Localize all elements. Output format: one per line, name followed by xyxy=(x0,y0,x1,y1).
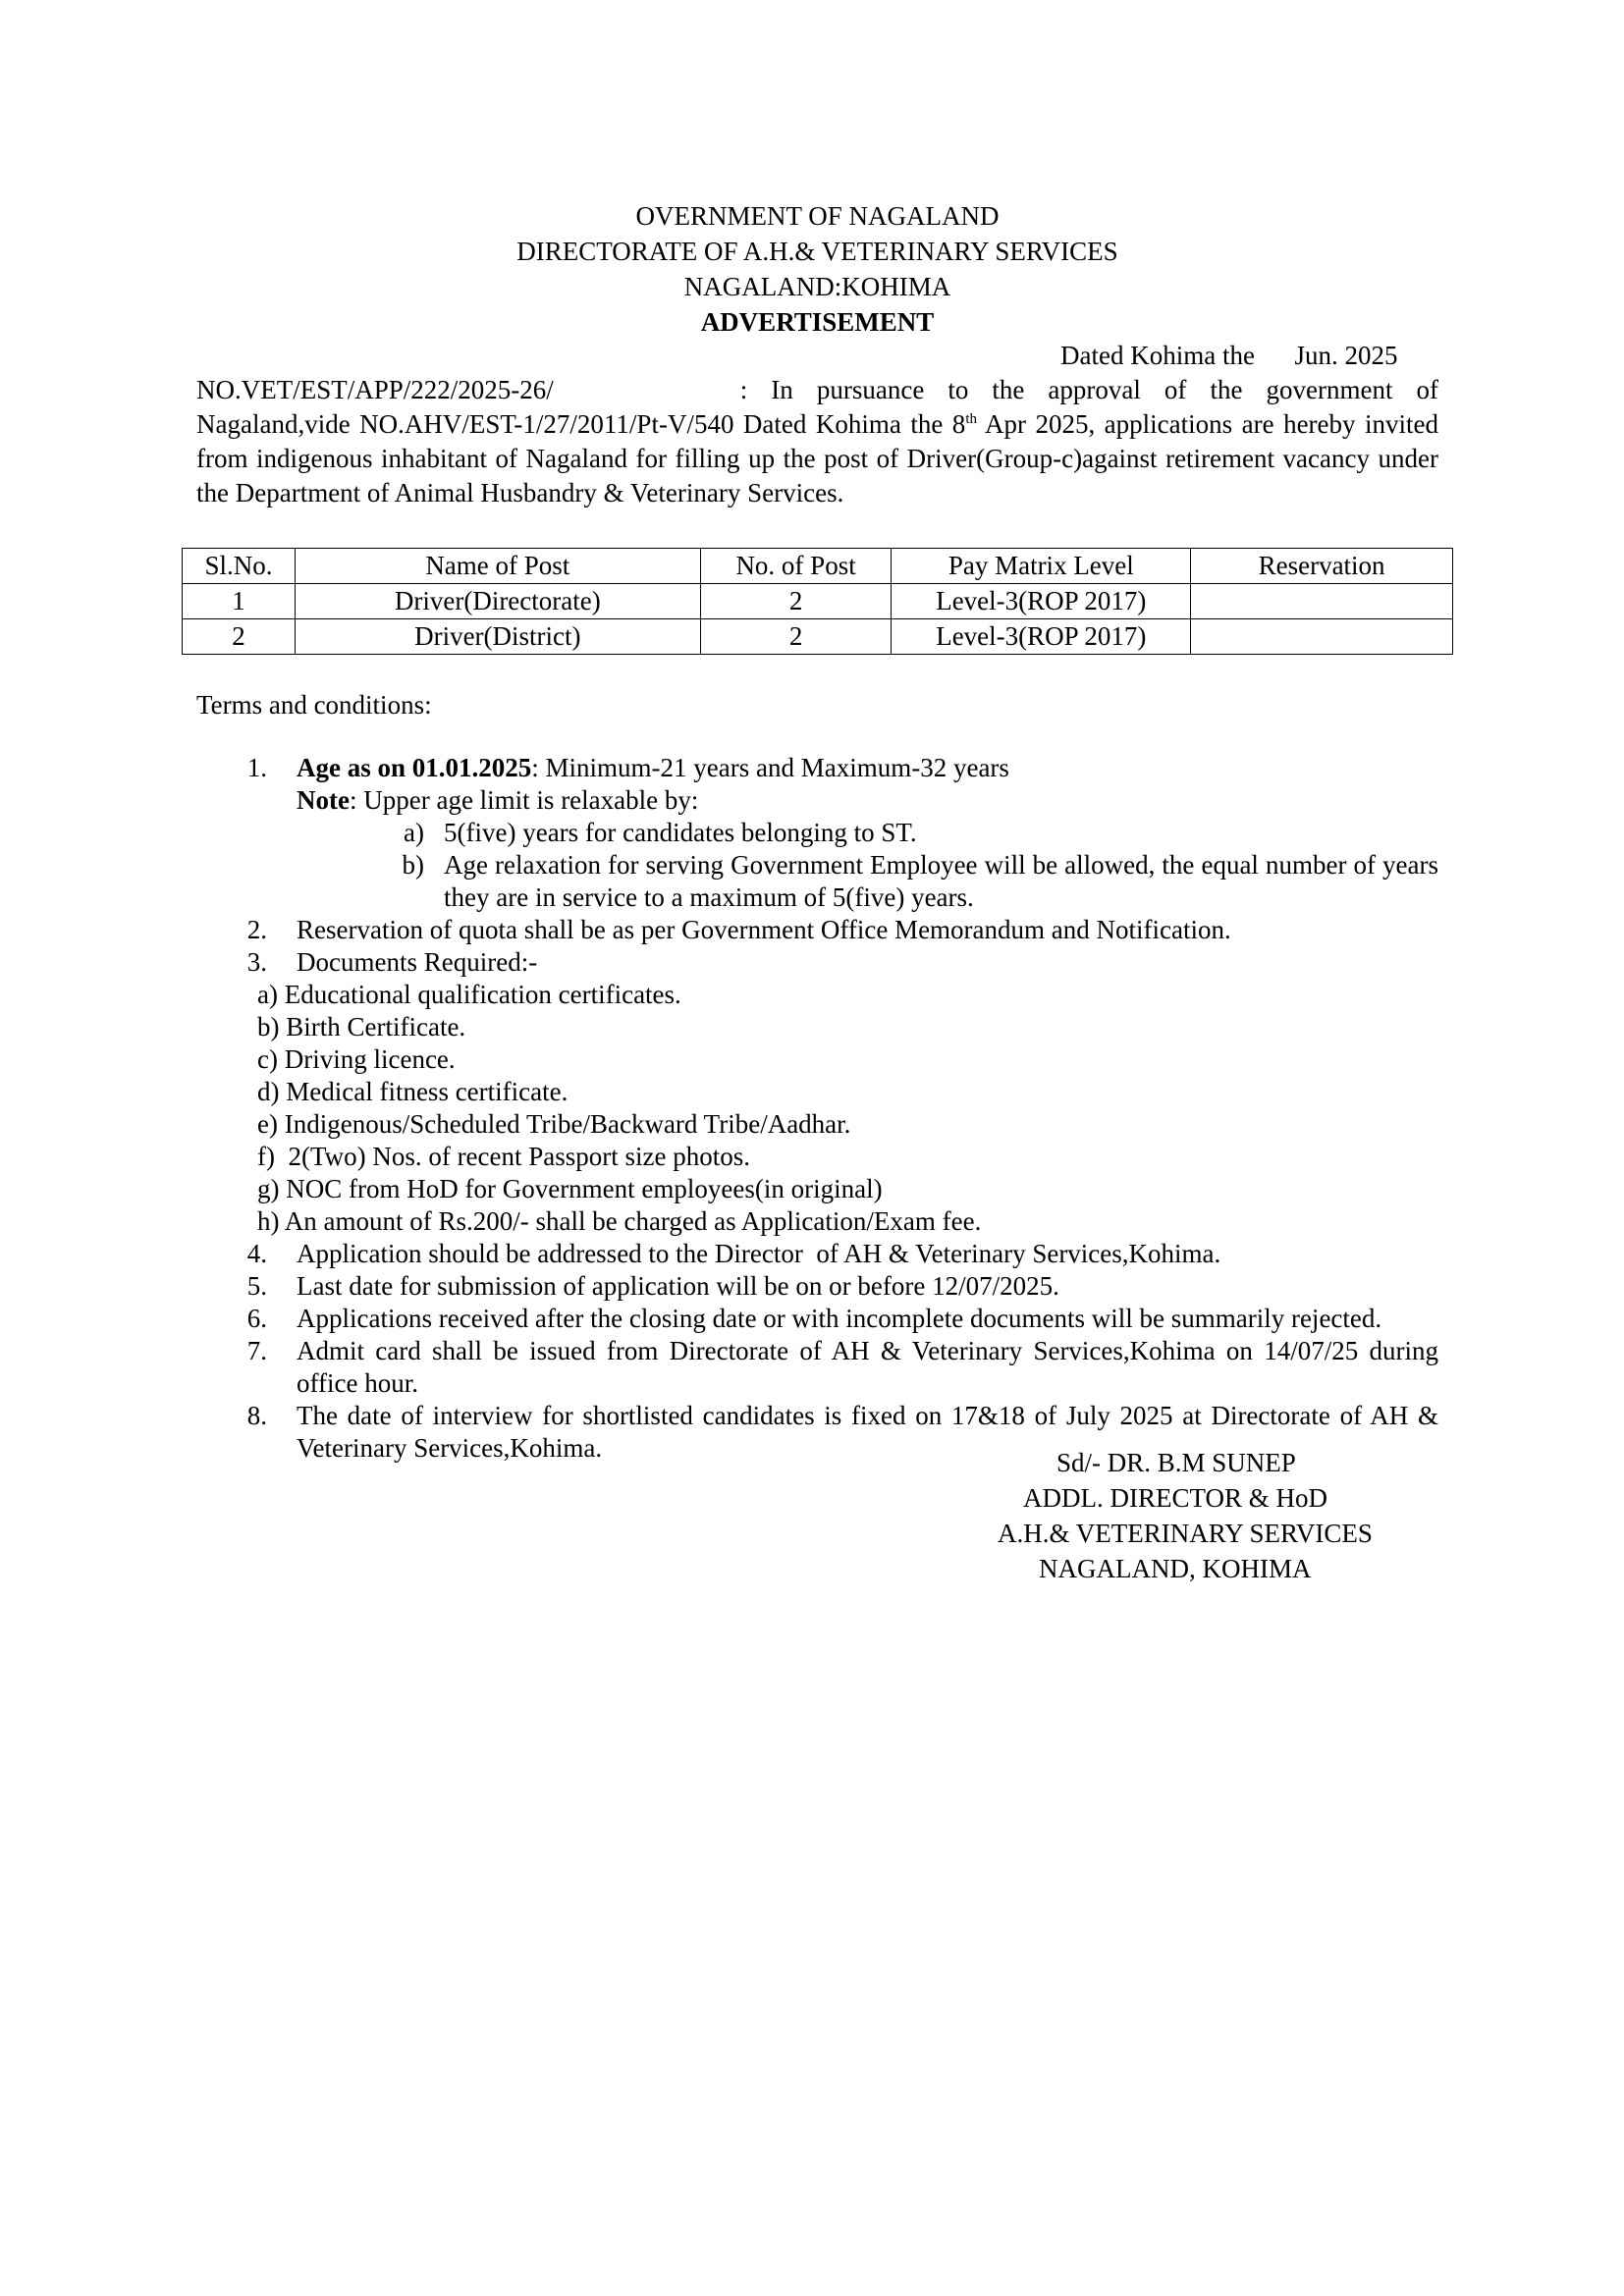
item-text: Reservation of quota shall be as per Government Office Memorandum and Notification. xyxy=(297,915,1231,944)
document-item: e) Indigenous/Scheduled Tribe/Backward Tribe/Aadhar. xyxy=(257,1109,851,1139)
document-item: a) Educational qualification certificates. xyxy=(257,980,681,1009)
location-name: NAGALAND:KOHIMA xyxy=(683,272,951,301)
note-text: : Upper age limit is relaxable by: xyxy=(349,785,699,815)
header-pay-matrix-level: Pay Matrix Level xyxy=(892,549,1191,584)
age-criteria-label: Age as on 01.01.2025 xyxy=(297,753,532,782)
item-text: Applications received after the closing date or with incomplete documents will be summarily rejected. xyxy=(297,1304,1382,1333)
document-item: h) An amount of Rs.200/- shall be charged as Application/Exam fee. xyxy=(257,1206,982,1236)
cell-pay-matrix-level: Level-3(ROP 2017) xyxy=(892,619,1191,655)
sub-item-text: Age relaxation for serving Government Employee will be allowed, the equal number of years they are in service to a maximum of 5(five) years. xyxy=(444,850,1438,912)
header-no-of-post: No. of Post xyxy=(700,549,892,584)
age-criteria-text: : Minimum-21 years and Maximum-32 years xyxy=(531,753,1009,782)
sub-item-text: 5(five) years for candidates belonging to ST. xyxy=(444,818,917,847)
government-name: OVERNMENT OF NAGALAND xyxy=(635,201,1000,231)
sub-item-label: b) xyxy=(402,850,424,880)
header-sl-no: Sl.No. xyxy=(183,549,296,584)
document-item: c) Driving licence. xyxy=(257,1044,456,1074)
item-number: 5. xyxy=(246,1271,267,1301)
item-number: 2. xyxy=(246,915,267,944)
item-text: Documents Required:- xyxy=(297,947,538,977)
cell-no-of-post: 2 xyxy=(700,584,892,619)
posts-table xyxy=(182,548,1453,655)
terms-heading: Terms and conditions: xyxy=(196,690,432,720)
ordinal-suffix: th xyxy=(965,411,977,427)
intro-text-a: : In pursuance to the approval of the government of Nagaland,vide NO.AHV/EST-1/27/2011/Pt-V/540 Dated Kohima the 8 xyxy=(196,375,1438,439)
item-text: The date of interview for shortlisted candidates is fixed on 17&18 of July 2025 at Directorate of AH & Veterinary Services,Kohima. xyxy=(297,1401,1438,1463)
signatory-location: NAGALAND, KOHIMA xyxy=(1039,1554,1312,1583)
intro-text-b: Apr 2025, applications are hereby invited from indigenous inhabitant of Nagaland for filling up the post of Driver(Group-c)against retirement vacancy under the Department of Animal Husbandry & Veterinary Services. xyxy=(196,409,1438,507)
document-item: f) 2(Two) Nos. of recent Passport size photos. xyxy=(257,1142,751,1171)
cell-reservation xyxy=(1191,619,1453,655)
header-reservation: Reservation xyxy=(1191,549,1453,584)
date-line: Dated Kohima the Jun. 2025 xyxy=(1060,341,1398,370)
item-text: Admit card shall be issued from Directorate of AH & Veterinary Services,Kohima on 14/07/25 during office hour. xyxy=(297,1336,1438,1398)
letterhead xyxy=(196,198,1438,340)
document-item: d) Medical fitness certificate. xyxy=(257,1077,568,1106)
item-number: 7. xyxy=(246,1336,267,1365)
cell-sl-no: 2 xyxy=(183,619,296,655)
sub-item-label: a) xyxy=(404,818,424,847)
item-text: Last date for submission of application will be on or before 12/07/2025. xyxy=(297,1271,1059,1301)
cell-reservation xyxy=(1191,584,1453,619)
table-row xyxy=(183,619,1453,655)
document-item: b) Birth Certificate. xyxy=(257,1012,466,1041)
cell-no-of-post: 2 xyxy=(700,619,892,655)
cell-name-of-post: Driver(District) xyxy=(295,619,700,655)
cell-sl-no: 1 xyxy=(183,584,296,619)
cell-name-of-post: Driver(Directorate) xyxy=(295,584,700,619)
document-item: g) NOC from HoD for Government employees(in original) xyxy=(257,1174,883,1203)
table-header-row xyxy=(183,549,1453,584)
table-row xyxy=(183,584,1453,619)
intro-paragraph xyxy=(196,373,1438,510)
directorate-name: DIRECTORATE OF A.H.& VETERINARY SERVICES xyxy=(516,237,1118,266)
item-number: 1. xyxy=(246,753,267,782)
item-number: 6. xyxy=(246,1304,267,1333)
document-title: ADVERTISEMENT xyxy=(700,307,935,337)
signatory-name: Sd/- DR. B.M SUNEP xyxy=(1056,1448,1296,1477)
item-number: 4. xyxy=(246,1239,267,1268)
note-label: Note xyxy=(297,785,350,815)
signatory-department: A.H.& VETERINARY SERVICES xyxy=(998,1519,1373,1548)
signatory-designation: ADDL. DIRECTOR & HoD xyxy=(1023,1483,1327,1513)
header-name-of-post: Name of Post xyxy=(295,549,700,584)
item-number: 8. xyxy=(246,1401,267,1430)
item-text: Application should be addressed to the Director of AH & Veterinary Services,Kohima. xyxy=(297,1239,1221,1268)
reference-number: NO.VET/EST/APP/222/2025-26/ xyxy=(196,375,554,404)
cell-pay-matrix-level: Level-3(ROP 2017) xyxy=(892,584,1191,619)
item-number: 3. xyxy=(246,947,267,977)
